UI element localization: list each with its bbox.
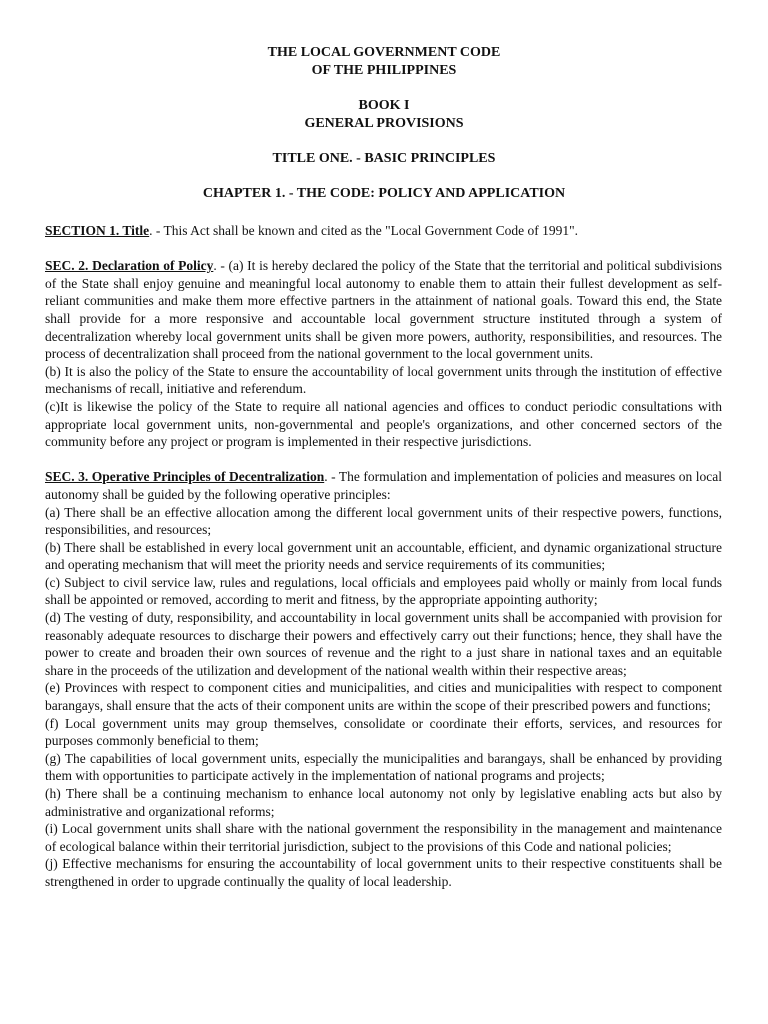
section-3-item-i: (i) Local government units shall share with the national government the responsibility in the management and maintenance of ecological balance within their territorial jurisdiction, subject to the provisions of this Code and national policies; bbox=[45, 821, 722, 854]
book-title: GENERAL PROVISIONS bbox=[304, 116, 464, 131]
title-line-2: OF THE PHILIPPINES bbox=[311, 63, 457, 78]
section-3-item-c: (c) Subject to civil service law, rules and regulations, local officials and employees paid wholly or mainly from local funds shall be appointed or removed, according to merit and fitness, by the appropriate appointing authority; bbox=[45, 574, 722, 608]
chapter-heading: CHAPTER 1. - THE CODE: POLICY AND APPLICATION bbox=[202, 186, 566, 201]
section-3-heading: SEC. 3. Operative Principles of Decentralization bbox=[45, 469, 325, 485]
section-3 bbox=[45, 468, 722, 890]
section-1 bbox=[45, 222, 722, 240]
section-3-intro bbox=[45, 468, 722, 503]
section-2 bbox=[45, 257, 722, 451]
book-label: BOOK I bbox=[358, 98, 410, 113]
section-2-paragraph-b: (b) It is also the policy of the State to ensure the accountability of local government units through the institution of effective mechanisms of recall, initiative and referendum. bbox=[45, 363, 722, 397]
section-2-paragraph-a bbox=[45, 257, 722, 363]
section-3-item-b: (b) There shall be established in every local government unit an accountable, efficient, and dynamic organizational structure and operating mechanism that will meet the priority needs and service requirements of its communities; bbox=[45, 539, 722, 573]
section-2-heading: SEC. 2. Declaration of Policy bbox=[45, 258, 214, 274]
document-heading bbox=[0, 44, 768, 203]
title-one-heading: TITLE ONE. - BASIC PRINCIPLES bbox=[272, 151, 496, 166]
section-2-text-a: . - (a) It is hereby declared the policy of the State that the territorial and political subdivisions of the State shall enjoy genuine and meaningful local autonomy to enable them to attain their fullest development as self-reliant communities and make them more effective partners in the attainment of national goals. Toward this end, the State shall provide for a more responsive and accountable local government structure instituted through a system of decentralization whereby local government units shall be given more powers, authority, responsibilities, and resources. The process of decentralization shall proceed from the national government to the local government units. bbox=[45, 258, 722, 362]
document-body bbox=[45, 222, 722, 908]
section-1-heading: SECTION 1. Title bbox=[45, 223, 150, 238]
section-3-item-g: (g) The capabilities of local government units, especially the municipalities and barangays, shall be enhanced by providing them with opportunities to participate actively in the implementation of national programs and projects; bbox=[45, 750, 722, 784]
section-2-paragraph-c: (c)It is likewise the policy of the State to require all national agencies and offices to conduct periodic consultations with appropriate local government units, non-governmental and people's organizations, and other concerned sectors of the community before any project or program is implemented in their respective jurisdictions. bbox=[45, 398, 722, 450]
section-3-item-j: (j) Effective mechanisms for ensuring the accountability of local government units to their respective constituents shall be strengthened in order to upgrade continually the quality of local leadership. bbox=[45, 856, 722, 889]
section-3-item-a: (a) There shall be an effective allocation among the different local government units of their respective powers, functions, responsibilities, and resources; bbox=[45, 504, 722, 538]
section-3-item-d: (d) The vesting of duty, responsibility, and accountability in local government units shall be accompanied with provision for reasonably adequate resources to discharge their powers and effectively carry out their functions; hence, they shall have the power to create and broaden their own sources of revenue and the right to a just share in national taxes and an equitable share in the proceeds of the utilization and development of the national wealth within their respective areas; bbox=[45, 610, 722, 678]
section-1-text: . - This Act shall be known and cited as the "Local Government Code of 1991". bbox=[149, 223, 578, 238]
section-3-text: . - The formulation and implementation of policies and measures on local autonomy shall be guided by the following operative principles: bbox=[45, 469, 722, 502]
section-3-item-f: (f) Local government units may group themselves, consolidate or coordinate their efforts, services, and resources for purposes commonly beneficial to them; bbox=[45, 715, 722, 749]
section-3-item-e: (e) Provinces with respect to component cities and municipalities, and cities and municipalities with respect to component barangays, shall ensure that the acts of their component units are within the scope of their prescribed powers and functions; bbox=[45, 680, 722, 714]
title-line-1: THE LOCAL GOVERNMENT CODE bbox=[267, 45, 501, 60]
section-3-item-h: (h) There shall be a continuing mechanism to enhance local autonomy not only by legislative enabling acts but also by administrative and organizational reforms; bbox=[45, 786, 722, 819]
section-1-paragraph bbox=[45, 222, 722, 240]
